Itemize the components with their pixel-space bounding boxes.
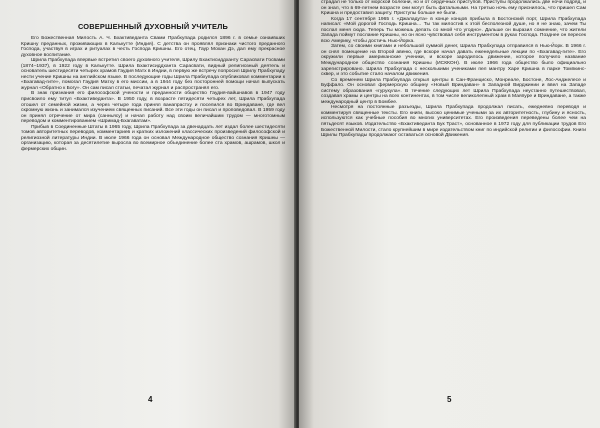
left-page — [0, 0, 296, 428]
page-title: СОВЕРШЕННЫЙ ДУХОВНЫЙ УЧИТЕЛЬ — [77, 22, 229, 31]
page-number-right: 5 — [447, 395, 452, 404]
page-number-left: 4 — [148, 395, 153, 404]
left-body-text — [21, 36, 285, 152]
paragraph: Со временем Шрила Прабхупада открыл центры в Сан-Франциско, Монреале, Бостоне, Лос-Анджелесе и Буффало. Он основал фермерскую общину «Новый Вриндаван» в Западной Вирджинии и ввел на Западе систему образования «гурукула». В течение следующих лет Шрила Прабхупада неустанно путешествовал, создавая храмы и центры на всех континентах, в том числе великолепный храм в Маяпуре и Вриндаване, а также международный центр в Бомбее. — [321, 77, 586, 105]
paragraph: В знак признания его философской учености и преданности общество Гаудия-вайшнавов в 1947 году присвоило ему титул «Бхактиведанта». В 1950 году, в возрасте пятидесяти четырех лет, Шрила Прабхупада отошел от семейной жизни, а через четыре года принял ванапрастху и поселился во Вриндаване, где вел скромную жизнь и занимался изучением священных писаний. Все эти годы он писал и проповедовал. В 1959 году он принял отречение от мира (санньясу) и начал работу над своим величайшим трудом — многотомным переводом и комментированием «Шримад-Бхагаватам». — [21, 91, 285, 125]
right-body-text — [321, 0, 586, 139]
paragraph: Прибыв в Соединенные Штаты в 1965 году, Шрила Прабхупада за двенадцать лет издал более шестидесяти томов авторитетных переводов, комментариев и кратких изложений классических произведений философской и религиозной литературы Индии. В июле 1966 года он основал Международное общество сознания Кришны — организацию, которая за десятилетие выросла во всемирное объединение более ста храмов, ашрамов, школ и фермерских общин. — [21, 124, 285, 152]
paragraph: Затем, со своими книгами и небольшой суммой денег, Шрила Прабхупада отправился в Нью-Йорк. В 1966 г. он снял помещение на Второй авеню, где вскоре начал давать еженедельные лекции по «Бхагавад-гите». Его окружили первые американские ученики, и вскоре зародилось движение, которое получило название Международное общество сознания Кришны (ИСККОН). В июле 1966 года общество было официально зарегистрировано. Шрила Прабхупада с несколькими учениками пел мантру Харе Кришна в парке Томпкинс-сквер, и это событие стало началом движения. — [321, 44, 586, 78]
paragraph: Шрила Прабхупада впервые встретил своего духовного учителя, Шрилу Бхактисиддханту Сарасвати Госвами (1874–1937), в 1922 году в Калькутте. Шрила Бхактисиддханта Сарасвати, видный религиозный деятель и основатель шестидесяти четырех храмов Гаудия Матх в Индии, в первую же встречу попросил Шрилу Прабхупаду нести учение Кришны на английском языке. В последующие годы Шрила Прабхупада опубликовал комментарии к «Бхагавад-гите», помогал Гаудия Матху в его миссии, а в 1944 году без посторонней помощи начал выпускать журнал «Обратно к Богу». Он сам писал статьи, печатал журнал и распространял его. — [21, 58, 286, 91]
paragraph: Несмотря на постоянные разъезды, Шрила Прабхупада продолжал писать, ежедневно переводя и комментируя священные тексты. Его книги, высоко ценимые учеными за их авторитетность, глубину и ясность, используются как учебные пособия во многих университетах. Его произведения переведены более чем на пятьдесят языков. Издательство «Бхактиведанта Бук Траст», основанное в 1972 году для публикации трудов Его Божественной Милости, стало крупнейшим в мире издательством книг по индийской религии и философии. Книги Шрилы Прабхупады продолжают оставаться основой Движения. — [321, 105, 586, 139]
paragraph: Когда 17 сентября 1965 г. «Джаладута» в конце концов прибыла в Бостонский порт, Шрила Прабхупада написал: «Мой дорогой Господь Кришна… Ты так милостив к этой бесполезной душе, но я не знаю, зачем Ты послал меня сюда. Теперь Ты можешь делать со мной что угодно». Дальше он выразил сомнение, что жители Запада поймут послание Кришны, но он ясно чувствовал себя инструментом в руках Господа. Позднее он пересек всю Америку, чтобы достичь Нью-Йорка. — [321, 16, 586, 44]
paragraph: страдал не только от морской болезни, но и от сердечных приступов. Приступы продолжались две ночи подряд, и он знал, что в 69-летнем возрасте они могут быть фатальными. На третью ночь ему приснилось, что пришел Сам Кришна и предоставил защиту. Приступы больше не были. — [321, 0, 586, 17]
right-page — [299, 0, 600, 428]
paragraph: Его Божественная Милость А. Ч. Бхактиведанта Свами Прабхупада родился 1896 г. в семье ознаивших Кришну преданных, проживающих в Калькутте (Индия). С детства он проявлял признаки чистого преданного Господа, участвуя в играх и ритуалах в честь Господа Кришны. Его отец, Гаур Мохан Дэ, дал ему прекрасное духовное воспитание. — [21, 36, 285, 58]
